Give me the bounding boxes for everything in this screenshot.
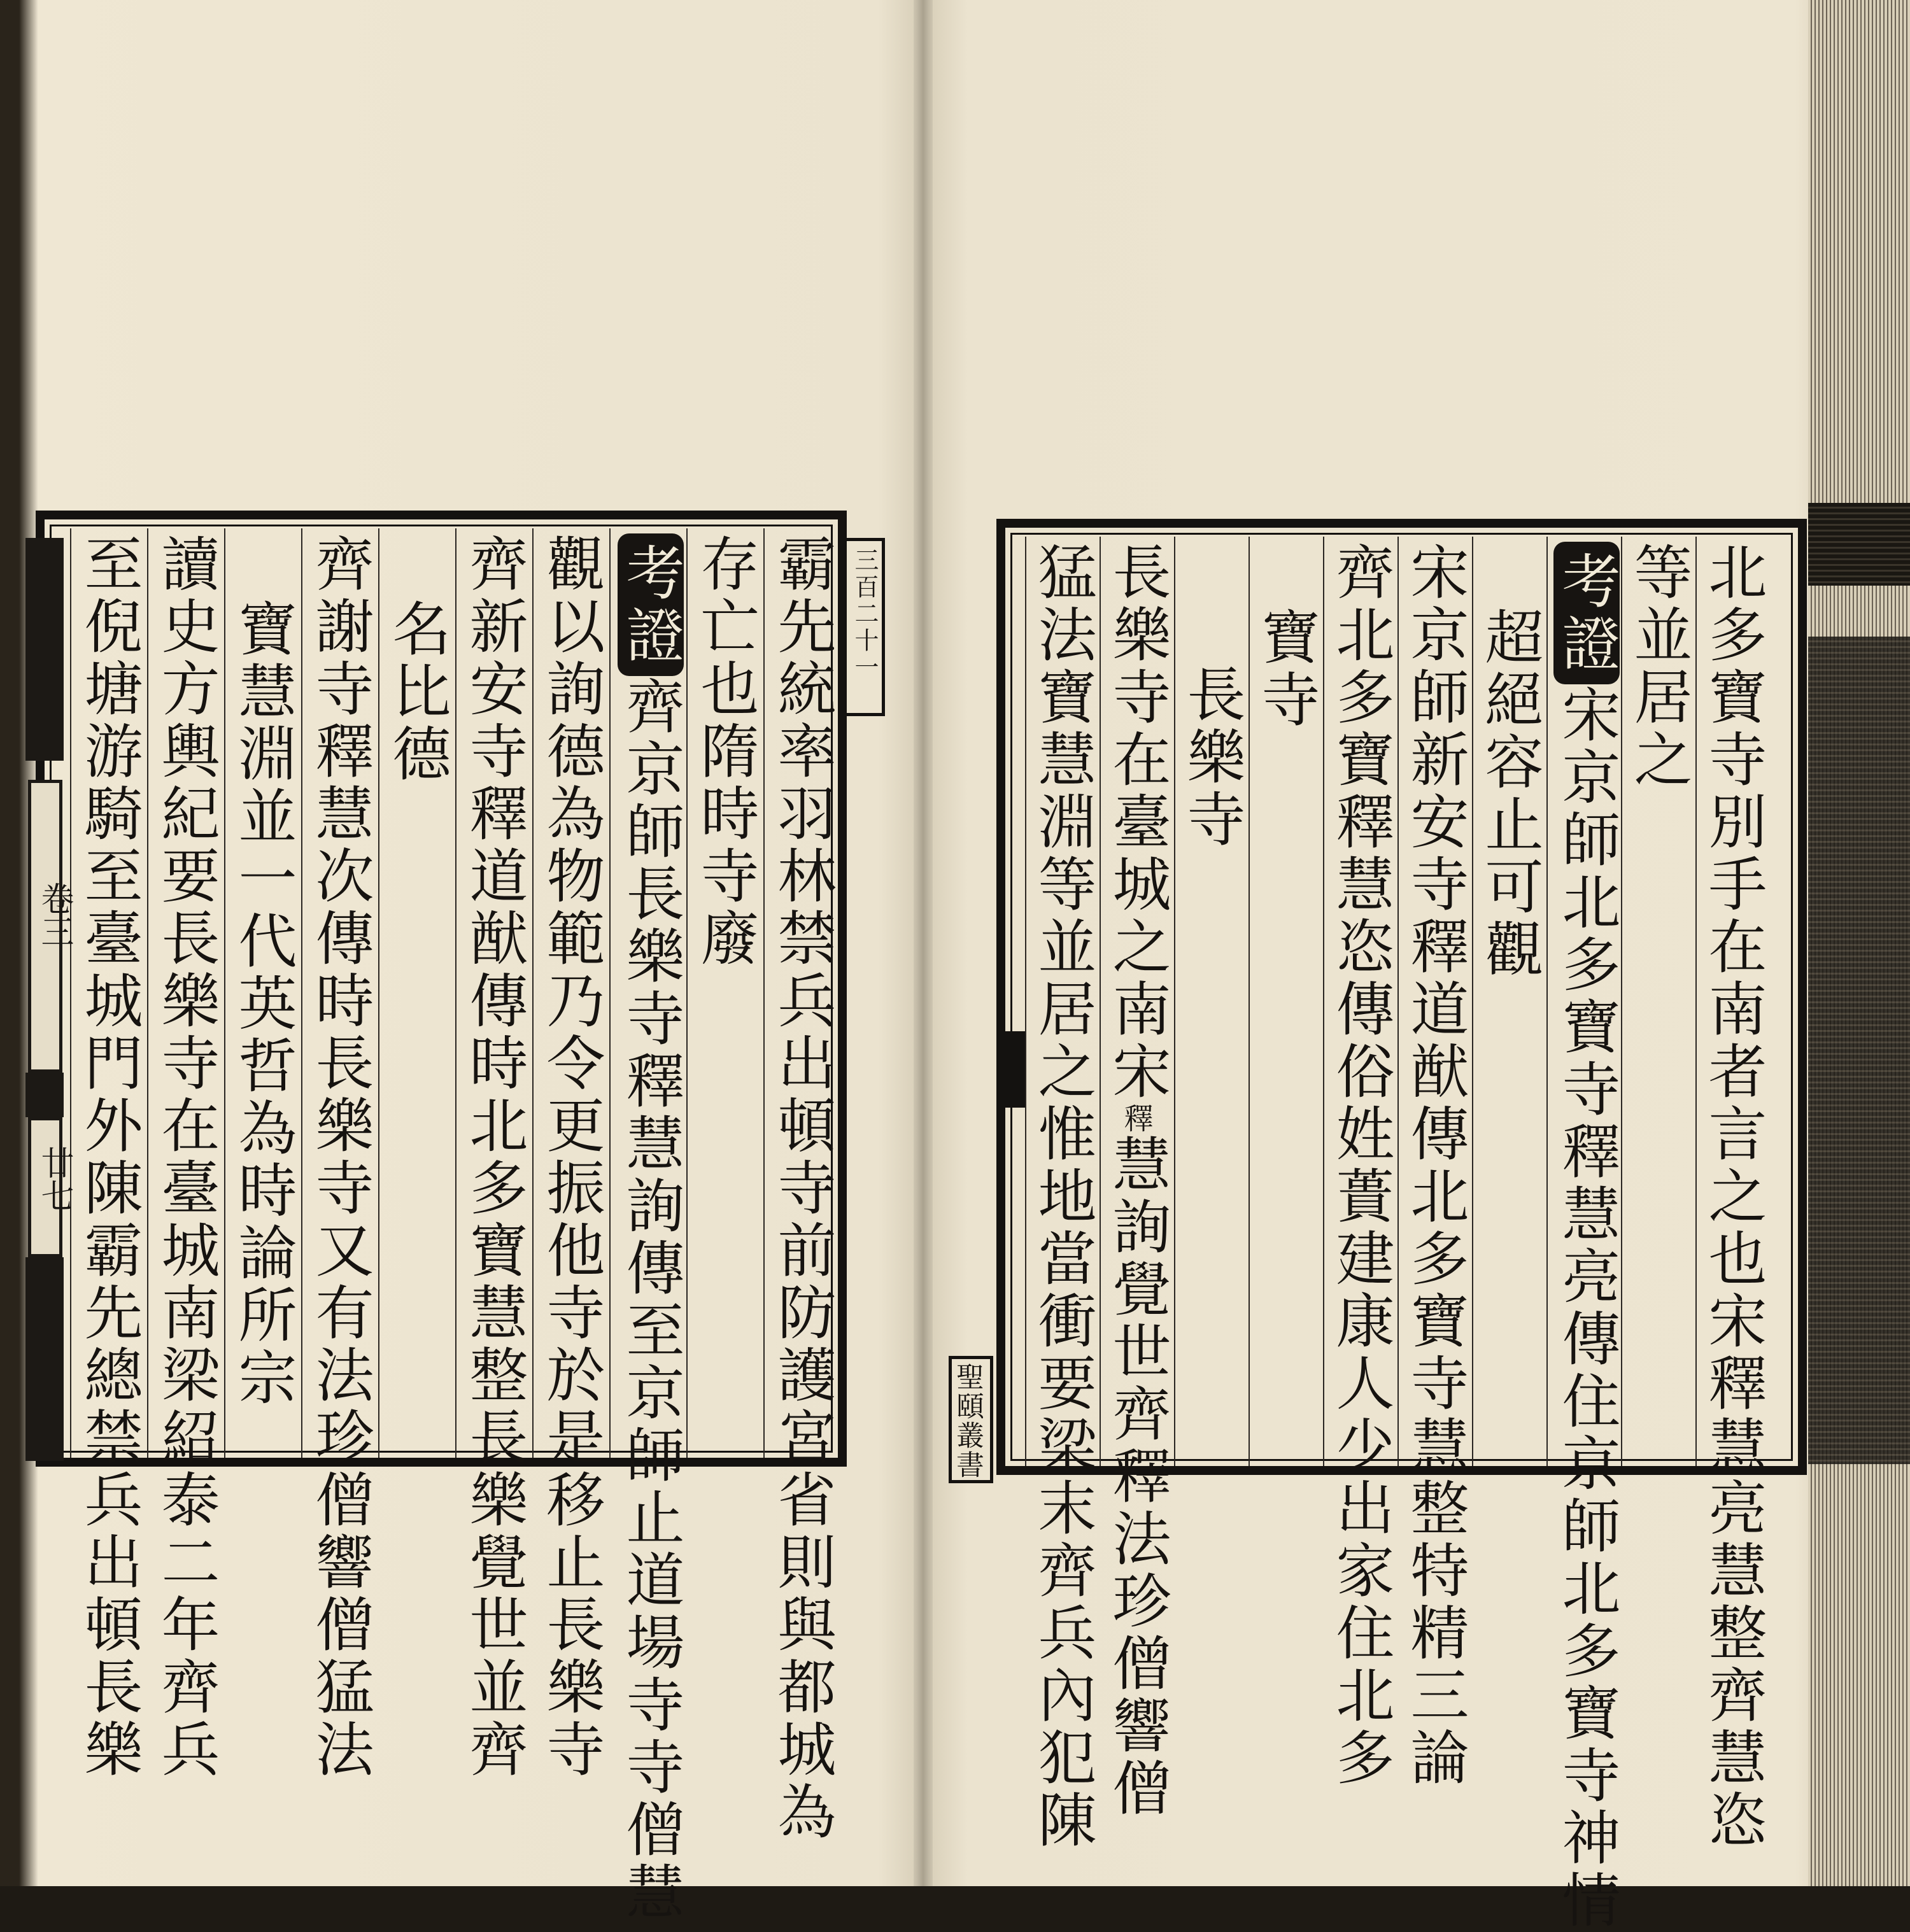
column-rule [532, 528, 534, 1458]
column-text: 長樂寺在臺城之南宋 [1103, 542, 1171, 1103]
column-rule [609, 528, 611, 1458]
column-rule [1397, 537, 1399, 1466]
folio-number: 三百二十一 [851, 547, 879, 681]
column-rule [224, 528, 225, 1458]
column-text-continued: 慧詢覺世齊釋法珍僧響僧 [1103, 1134, 1171, 1820]
column-rule [70, 528, 71, 1458]
text-column [1553, 542, 1620, 1932]
column-text: 宋京師北多寶寺釋慧亮傳住京師北多寶寺神情 [1552, 684, 1621, 1932]
column-rule [1100, 537, 1101, 1466]
text-column [768, 533, 837, 1844]
column-text: 宋京師新安寺釋道猷傳北多寶寺慧整特精三論 [1401, 542, 1469, 1789]
column-rule [378, 528, 379, 1458]
text-column [306, 533, 374, 1781]
column-text: 齊新安寺釋道猷傳時北多寶慧整長樂覺世並齊 [460, 533, 528, 1781]
column-text: 名比德 [383, 598, 451, 786]
series-title: 聖頤叢書 [951, 1362, 984, 1479]
column-text: 觀以詢德為物範乃令更振他寺於是移止長樂寺 [537, 533, 605, 1781]
column-text: 齊北多寶釋慧恣傳俗姓蕢建康人少出家住北多 [1326, 542, 1395, 1789]
column-text: 讀史方輿紀要長樂寺在臺城南梁紹泰二年齊兵 [152, 533, 220, 1781]
text-column [618, 533, 684, 1924]
column-text: 齊謝寺釋慧次傳時長樂寺又有法珍僧響僧猛法 [306, 533, 374, 1781]
text-column [229, 598, 297, 1409]
column-text: 等並居之 [1624, 542, 1693, 791]
column-rule [1546, 537, 1548, 1466]
right-page-columns [1025, 537, 1770, 1932]
text-column [1177, 664, 1246, 851]
column-rule [1621, 537, 1622, 1466]
text-column [74, 533, 143, 1781]
column-text: 寶慧淵並一代英哲為時論所宗 [229, 598, 297, 1409]
text-column [460, 533, 528, 1781]
page-stack-shadow [1808, 503, 1910, 586]
column-text: 寶寺 [1252, 607, 1320, 731]
column-rule [147, 528, 148, 1458]
left-page-columns [70, 528, 840, 1924]
fore-edge-bar [25, 538, 64, 761]
right-margin-bar [1000, 1031, 1025, 1108]
text-column [1401, 542, 1469, 1789]
text-column [1624, 542, 1693, 791]
column-rule [455, 528, 456, 1458]
text-column [1326, 542, 1395, 1789]
column-rule [1695, 537, 1697, 1466]
text-column [537, 533, 605, 1781]
interlinear-note: 釋 [1119, 1103, 1154, 1134]
text-column [383, 598, 451, 786]
text-column [1475, 607, 1544, 981]
column-rule [686, 528, 688, 1458]
column-rule [1249, 537, 1250, 1466]
column-text: 霸先統率羽林禁兵出頓寺前防護宮省則與都城為 [768, 533, 837, 1844]
annotation-badge: 考證 [1553, 542, 1620, 684]
text-column [152, 533, 220, 1781]
column-text: 超絕容止可觀 [1475, 607, 1544, 981]
column-text: 猛法寶慧淵等並居之惟 [1028, 542, 1097, 1166]
text-column [1699, 542, 1767, 1852]
fore-edge-bar [25, 1073, 64, 1117]
book-gutter [914, 0, 933, 1886]
column-rule [763, 528, 765, 1458]
annotation-badge: 考證 [618, 533, 684, 676]
column-text: 齊京師長樂寺釋慧詢傳至京師止道場寺寺僧慧 [616, 676, 685, 1924]
fore-edge-bar [25, 1257, 64, 1461]
text-column [1028, 542, 1097, 1852]
text-column [691, 533, 760, 970]
column-rule [1174, 537, 1175, 1466]
column-rule [1025, 537, 1026, 1466]
text-column [1252, 607, 1320, 731]
column-text-continued: 地當衝要梁末齊兵內犯陳 [1028, 1166, 1097, 1852]
column-rule [301, 528, 302, 1458]
column-text: 至倪塘游騎至臺城門外陳霸先總禁兵出頓長樂 [74, 533, 143, 1781]
column-text: 北多寶寺別手在南者言之也宋釋慧亮慧整齊慧恣 [1699, 542, 1767, 1852]
column-rule [1472, 537, 1473, 1466]
text-column [1103, 542, 1171, 1820]
column-text: 存亡也隋時寺廢 [691, 533, 760, 970]
page-stack-shadow [1808, 637, 1910, 1464]
column-text: 長樂寺 [1177, 664, 1246, 851]
margin-label-page: 廿七 [35, 1146, 73, 1212]
margin-label-volume: 卷三 [35, 882, 73, 948]
column-rule [1323, 537, 1324, 1466]
